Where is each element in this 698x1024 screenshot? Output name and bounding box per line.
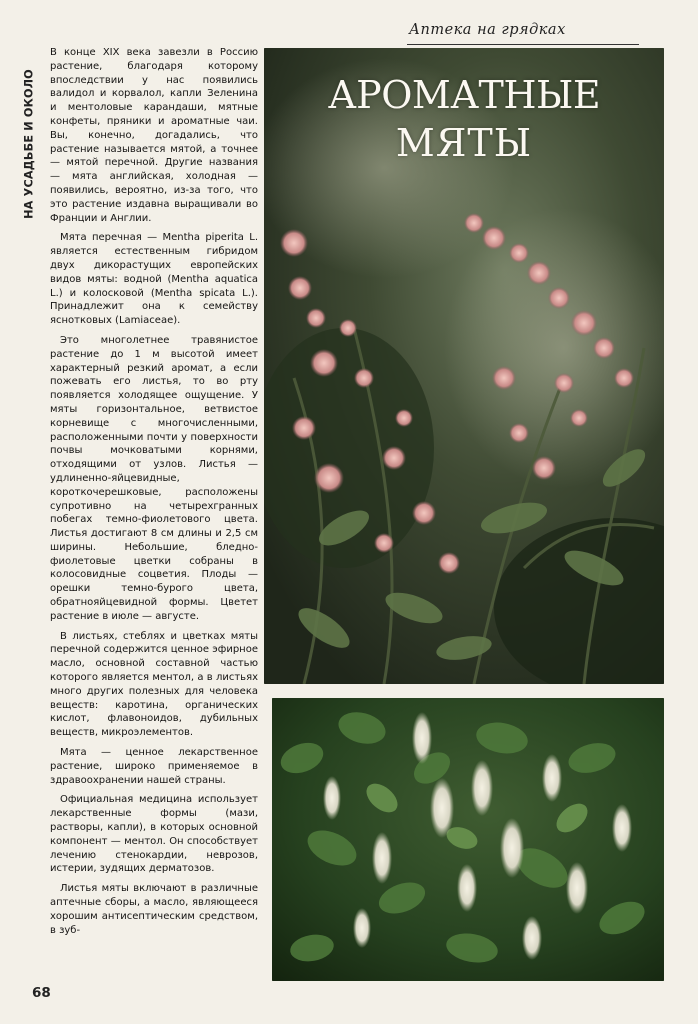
vertical-side-caption bbox=[12, 44, 46, 244]
flowering-mint-illustration bbox=[272, 698, 664, 981]
paragraph-5: Мята — ценное лекарственное растение, широко применяемое в здравоохранении нашей страны. bbox=[50, 747, 258, 786]
paragraph-4: В листьях, стеблях и цветках мяты перечной содержится ценное эфирное масло, основной составной частью которого является ментол, а в листьях много других полезных для человека веществ: каротина, органических кислот, флавоноидов, дубильных веществ, микроэлементов. bbox=[50, 630, 258, 739]
peppermint-flowers-photo bbox=[264, 48, 664, 684]
paragraph-7: Листья мяты включают в различные аптечные сборы, а масло, являющееся хорошим антисептическим средством, в зуб- bbox=[50, 883, 258, 936]
paragraph-1: В конце XIX века завезли в Россию растение, благодаря которому впоследствии у нас появились валидол и корвалол, капли Зеленина и ментоловые карандаши, мятные конфеты, пряники и ароматные чаи. Вы, конечно, догадались, что растение называется мятой, а точнее — мятой перечной. Другие названия — мята английская, холодная — появились, вероятно, из-за того, что это растение издавна выращивали во Франции и Англии. bbox=[50, 47, 258, 224]
title-line-1: АРОМАТНЫЕ bbox=[327, 73, 601, 117]
title-line-2: МЯТЫ bbox=[395, 121, 533, 165]
catnip-photo bbox=[272, 698, 664, 981]
paragraph-2: Мята перечная — Mentha piperita L. является естественным гибридом двух дикорастущих европейских видов мяты: водной (Mentha aquatica L.) и колосковой (Mentha spicata L.). Принадлежит она к семейству яснотковых (Lamiaceae). bbox=[50, 232, 258, 327]
section-label: Аптека на грядках bbox=[409, 22, 649, 38]
paragraph-3: Это многолетнее травянистое растение до 1 м высотой имеет характерный резкий аромат, а если пожевать его листья, то во рту появляется холодящее ощущение. У мяты горизонтальное, ветвистое корневище с многочисленными, расположенными почти у поверхности почвы мочковатыми корнями, отходящими от узлов. Листья — удлиненно-яйцевидные, короткочерешковые, расположены супротивно на четырехгранных побегах темно-фиолетового цвета. Листья достигают 8 см длины и 2,5 см ширины. Небольшие, бледно-фиолетовые цветки собраны в колосовидные соцветия. Плоды — орешки темно-бурого цвета, обратнояйцевидной формы. Цветет растение в июле — августе. bbox=[50, 334, 258, 622]
side-caption-text: НА УСАДЬБЕ И ОКОЛО bbox=[22, 69, 36, 219]
article-title bbox=[264, 73, 664, 165]
article-body bbox=[50, 46, 258, 943]
paragraph-6: Официальная медицина использует лекарственные формы (мази, растворы, капли), в которых основной компонент — ментол. Он способствует лечению стенокардии, неврозов, истерии, зудящих дерматозов. bbox=[50, 794, 258, 875]
page-number: 68 bbox=[32, 985, 51, 1001]
